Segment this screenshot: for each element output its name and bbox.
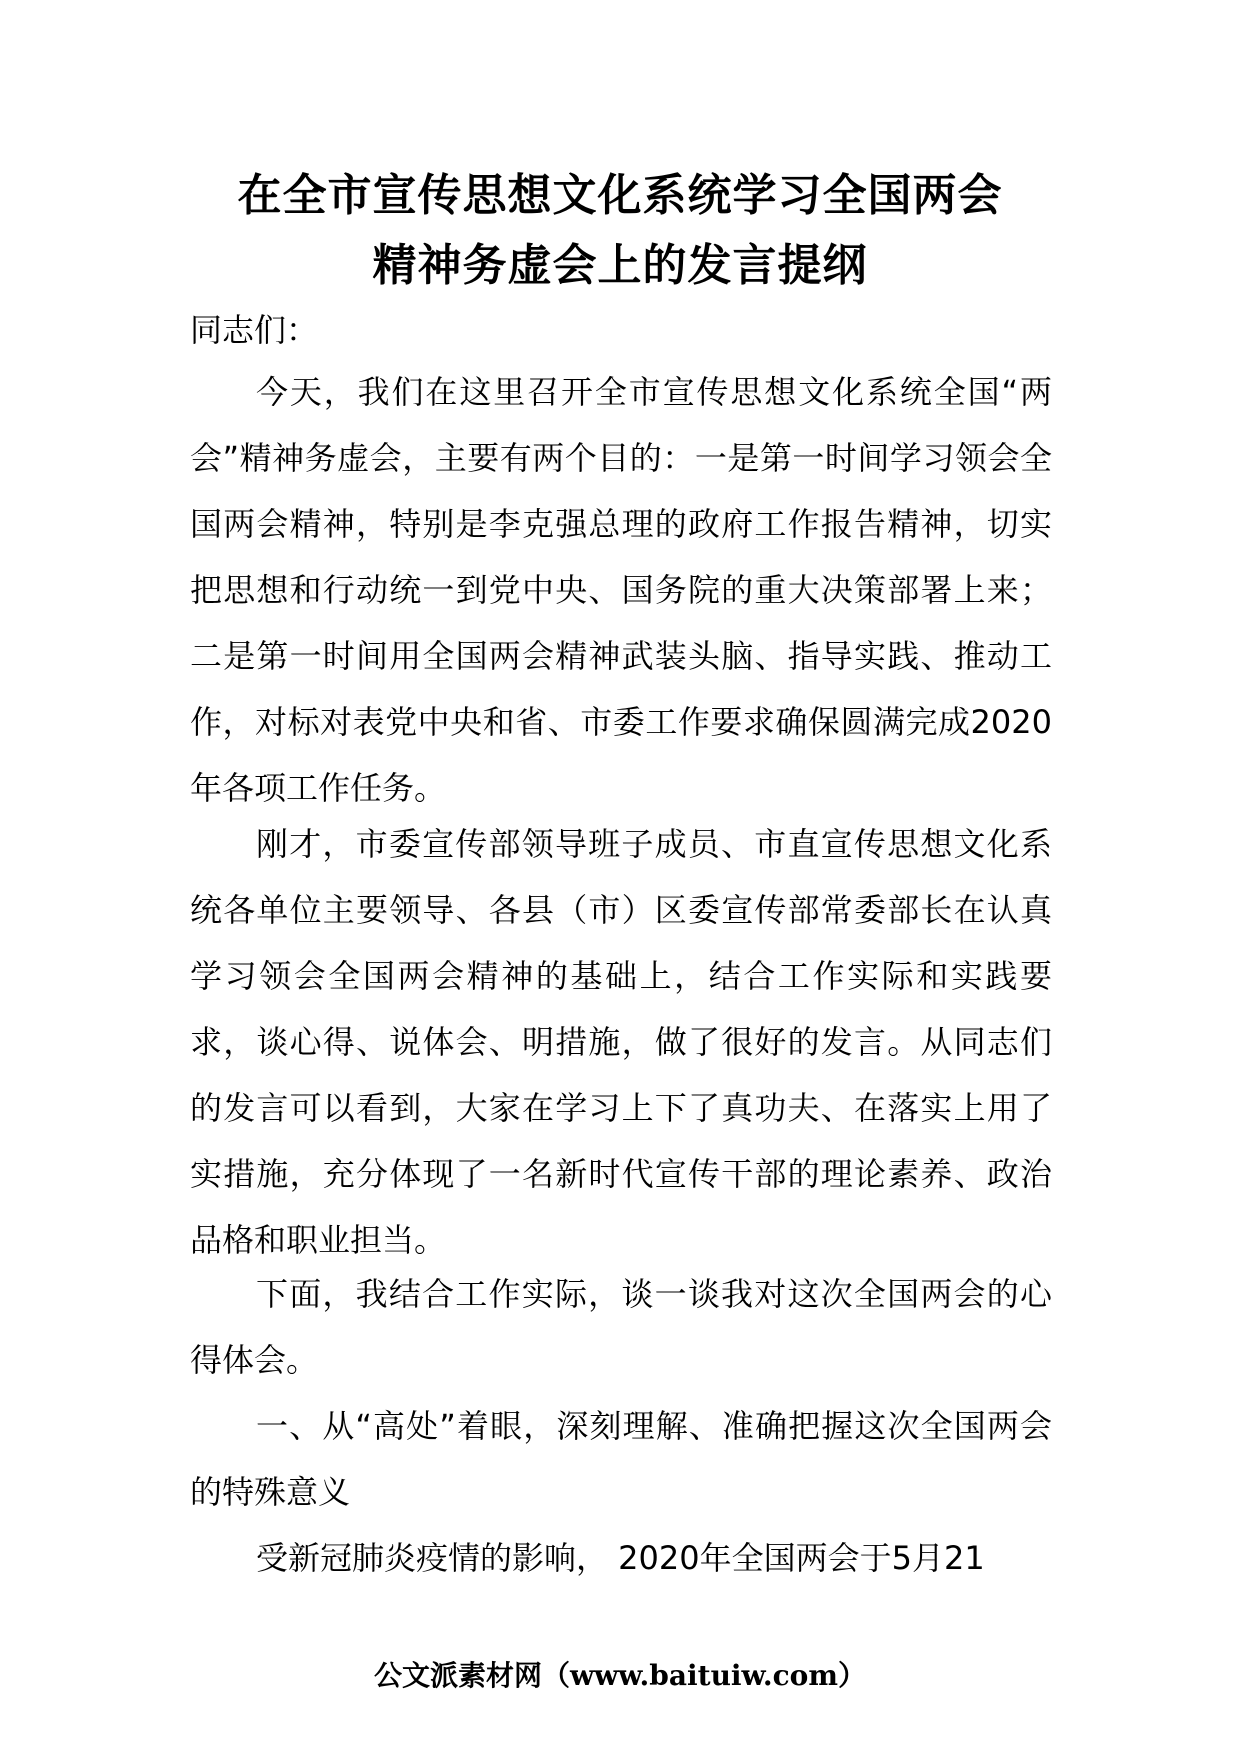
paragraph-section-start: 受新冠肺炎疫情的影响， 2020年全国两会于5月21 <box>256 1539 985 1577</box>
salutation: 同志们： <box>190 311 319 349</box>
paragraph-transition: 下面，我结合工作实际，谈一谈我对这次全国两会的心得体会。 <box>190 1275 1052 1379</box>
paragraph-speeches: 刚才，市委宣传部领导班子成员、市直宣传思想文化系统各单位主要领导、各县（市）区委宣传部常委部长在认真学习领会全国两会精神的基础上，结合工作实际和实践要求，谈心得、说体会、明措施，做了很好的发言。从同志们的发言可以看到，大家在学习上下了真功夫、在落实上用了实措施，充分体现了一名新时代宣传干部的理论素养、政治品格和职业担当。 <box>190 825 1052 1259</box>
paragraph-intro: 今天，我们在这里召开全市宣传思想文化系统全国“两会”精神务虚会，主要有两个目的：一是第一时间学习领会全国两会精神，特别是李克强总理的政府工作报告精神，切实把思想和行动统一到党中央、国务院的重大决策部署上来；二是第一时间用全国两会精神武装头脑、指导实践、推动工作，对标对表党中央和省、市委工作要求确保圆满完成2020年各项工作任务。 <box>190 373 1052 807</box>
footer-watermark: 公文派素材网（www.baituiw.com） <box>374 1659 866 1692</box>
document-title-line-2: 精神务虚会上的发言提纲 <box>372 240 868 291</box>
document-title-line-1: 在全市宣传思想文化系统学习全国两会 <box>237 170 1003 221</box>
section-heading: 一、从“高处”着眼，深刻理解、准确把握这次全国两会的特殊意义 <box>190 1407 1052 1511</box>
